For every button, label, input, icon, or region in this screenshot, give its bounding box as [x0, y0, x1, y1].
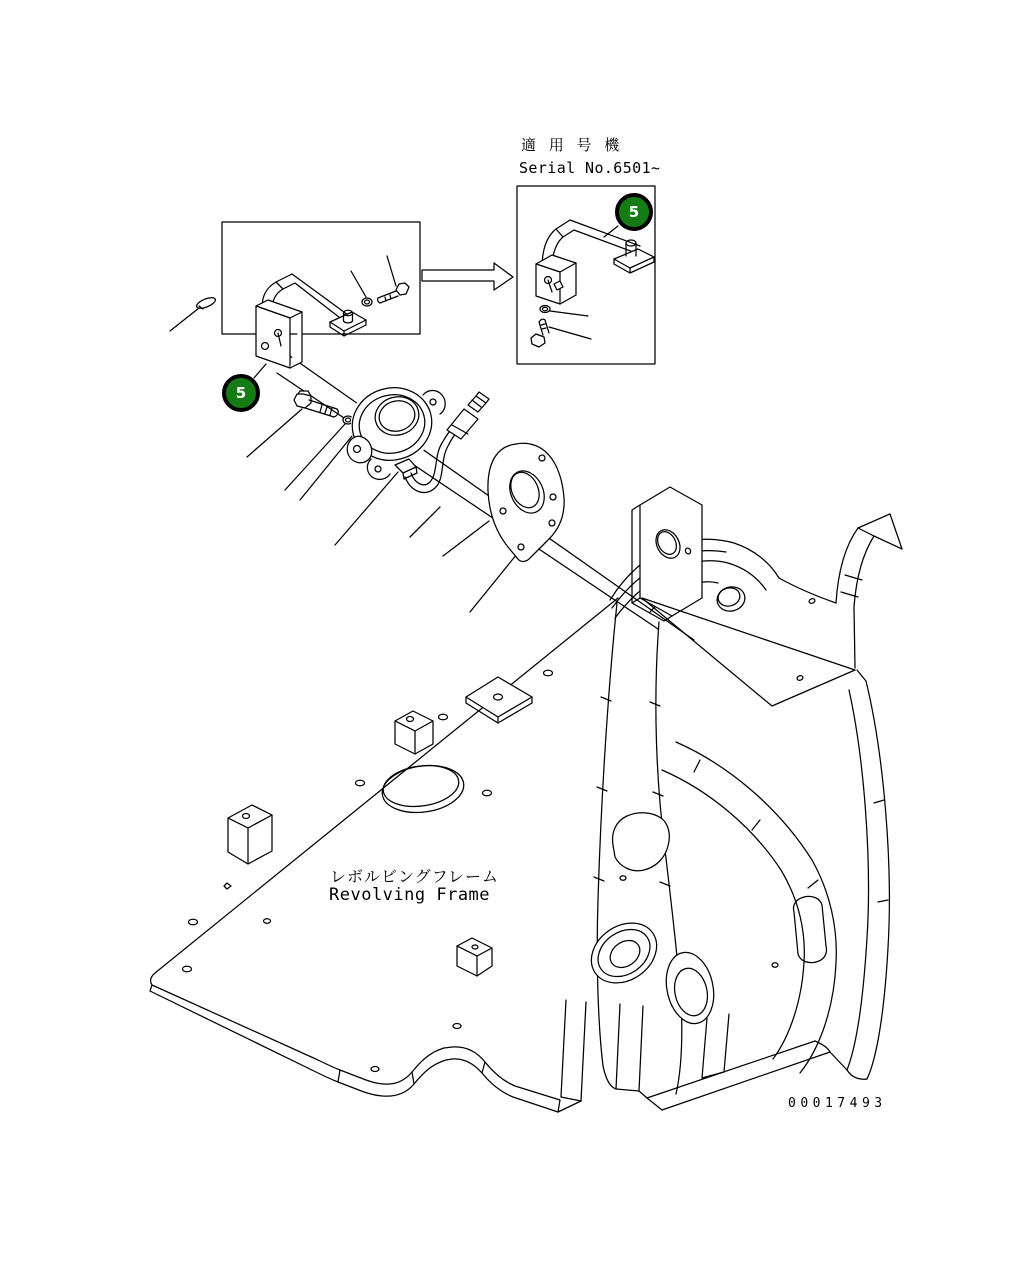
applicability-title-en: Serial No.6501~	[519, 159, 661, 177]
speed-sensor	[344, 379, 445, 480]
old-bracket	[256, 274, 366, 368]
ear-plate	[632, 487, 702, 621]
new-bracket-washer	[540, 306, 588, 317]
revolving-frame	[150, 487, 902, 1112]
cover-plate	[488, 443, 564, 561]
right-rib-band	[662, 742, 836, 1073]
top-right-wing	[779, 514, 902, 668]
frame-caption-en: Revolving Frame	[329, 885, 491, 905]
leader-lines	[247, 347, 694, 640]
frame-caption-jp: レボルビングフレーム	[330, 867, 500, 886]
left-detail-box	[222, 222, 420, 334]
ring-boss-large	[580, 911, 668, 995]
balloon-5-left: 5	[222, 374, 260, 412]
change-arrow	[422, 263, 513, 290]
right-boundary	[847, 670, 889, 1079]
frame-deck	[150, 598, 618, 1112]
old-bracket-bolt	[378, 256, 409, 303]
new-bracket-bolt	[531, 319, 591, 347]
old-bracket-washer	[351, 271, 372, 306]
left-balloon-leader	[254, 364, 266, 378]
ring-boss-small	[660, 948, 720, 1028]
tower-cutout	[613, 813, 670, 881]
deck-blocks	[228, 677, 532, 976]
applicability-title-jp: 適 用 号 機	[521, 136, 624, 154]
pin-part	[170, 296, 217, 331]
balloon-5-right: 5	[615, 193, 653, 231]
new-bracket	[536, 220, 654, 304]
mount-bolt	[294, 391, 338, 417]
drawing-number: 00017493	[788, 1096, 887, 1111]
sensor-connector	[447, 392, 489, 439]
